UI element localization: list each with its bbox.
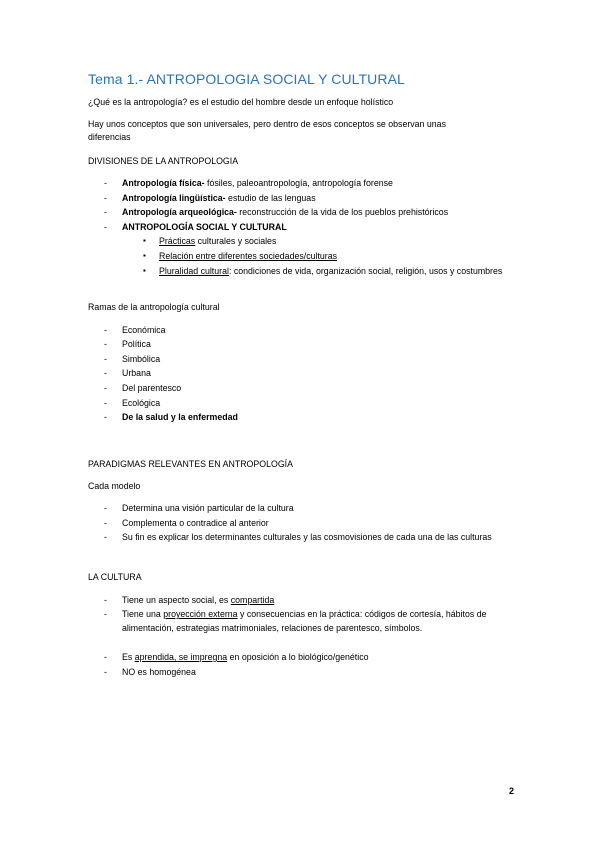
model-item-text: Su fin es explicar los determinantes culturales y las cosmovisiones de cada una de las culturas: [122, 532, 492, 542]
branch-label: Del parentesco: [122, 383, 182, 393]
social-item-term: Prácticas: [159, 236, 196, 246]
dash-marker: -: [104, 518, 107, 528]
concepts-text: Hay unos conceptos que son universales, pero dentro de esos conceptos se observan unas: [88, 119, 446, 129]
dash-marker: -: [104, 339, 107, 349]
division-desc: fósiles, paleoantropología, antropología forense: [204, 178, 393, 188]
dash-marker: -: [104, 207, 107, 217]
branch-label: Simbólica: [122, 354, 161, 364]
division-desc: reconstrucción de la vida de los pueblos prehistóricos: [236, 207, 449, 217]
dash-marker: -: [104, 398, 107, 408]
division-name: Antropología arqueológica-: [122, 207, 237, 217]
dash-marker: -: [104, 354, 107, 364]
social-item-term: Relación entre diferentes sociedades/culturas: [159, 251, 337, 261]
branch-label: Ecológica: [122, 398, 161, 408]
model-item-text: Complementa o contradice al anterior: [122, 518, 269, 528]
branch-label: De la salud y la enfermedad: [122, 412, 238, 422]
intro-text: ¿Qué es la antropología? es el estudio del hombre desde un enfoque holístico: [88, 97, 394, 107]
branches-heading: Ramas de la antropología cultural: [88, 302, 220, 312]
branch-label: Económica: [122, 325, 166, 335]
square-bullet-icon: ▪: [143, 251, 146, 260]
branch-label: Política: [122, 339, 151, 349]
culture-item-pre: Tiene una: [122, 609, 164, 619]
concepts-text-cont: diferencias: [88, 132, 131, 142]
dash-marker: -: [104, 532, 107, 542]
model-heading: Cada modelo: [88, 481, 141, 491]
division-name: ANTROPOLOGÍA SOCIAL Y CULTURAL: [122, 222, 287, 232]
dash-marker: -: [104, 368, 107, 378]
culture-item-post: en oposición a lo biológico/genético: [227, 652, 369, 662]
social-item-term: Pluralidad cultural: [159, 266, 229, 276]
dash-marker: -: [104, 652, 107, 662]
dash-marker: -: [104, 178, 107, 188]
social-item-desc: : condiciones de vida, organización social, religión, usos y costumbres: [228, 266, 503, 276]
division-name: Antropología física-: [122, 178, 205, 188]
model-item-text: Determina una visión particular de la cultura: [122, 503, 294, 513]
divisions-heading: DIVISIONES DE LA ANTROPOLOGIA: [88, 156, 239, 166]
social-item-desc: culturales y sociales: [195, 236, 277, 246]
culture-item-term: proyección externa: [163, 609, 238, 619]
dash-marker: -: [104, 595, 107, 605]
culture-heading: LA CULTURA: [88, 572, 142, 582]
culture-item-pre: Es: [122, 652, 135, 662]
culture-item-pre: NO es homogénea: [122, 667, 196, 677]
dash-marker: -: [104, 222, 107, 232]
dash-marker: -: [104, 609, 107, 619]
dash-marker: -: [104, 383, 107, 393]
division-desc: estudio de las lenguas: [225, 193, 316, 203]
square-bullet-icon: ▪: [143, 266, 146, 275]
page-title: Tema 1.- ANTROPOLOGIA SOCIAL Y CULTURAL: [88, 71, 405, 87]
branch-label: Urbana: [122, 368, 151, 378]
culture-item-term: aprendida, se impregna: [134, 652, 228, 662]
page-number: 2: [509, 786, 515, 796]
culture-item-post: y consecuencias en la práctica: códigos de cortesía, hábitos de alimentación, estrategias matrimoniales, relaciones de parentesco, símbolos.: [122, 609, 487, 633]
culture-item-term: compartida: [230, 595, 275, 605]
dash-marker: -: [104, 193, 107, 203]
square-bullet-icon: ▪: [143, 236, 146, 245]
culture-item-pre: Tiene un aspecto social, es: [122, 595, 231, 605]
division-name: Antropología lingüística-: [122, 193, 226, 203]
dash-marker: -: [104, 667, 107, 677]
paradigms-heading: PARADIGMAS RELEVANTES EN ANTROPOLOGÍA: [88, 459, 293, 469]
dash-marker: -: [104, 412, 107, 422]
dash-marker: -: [104, 503, 107, 513]
dash-marker: -: [104, 325, 107, 335]
